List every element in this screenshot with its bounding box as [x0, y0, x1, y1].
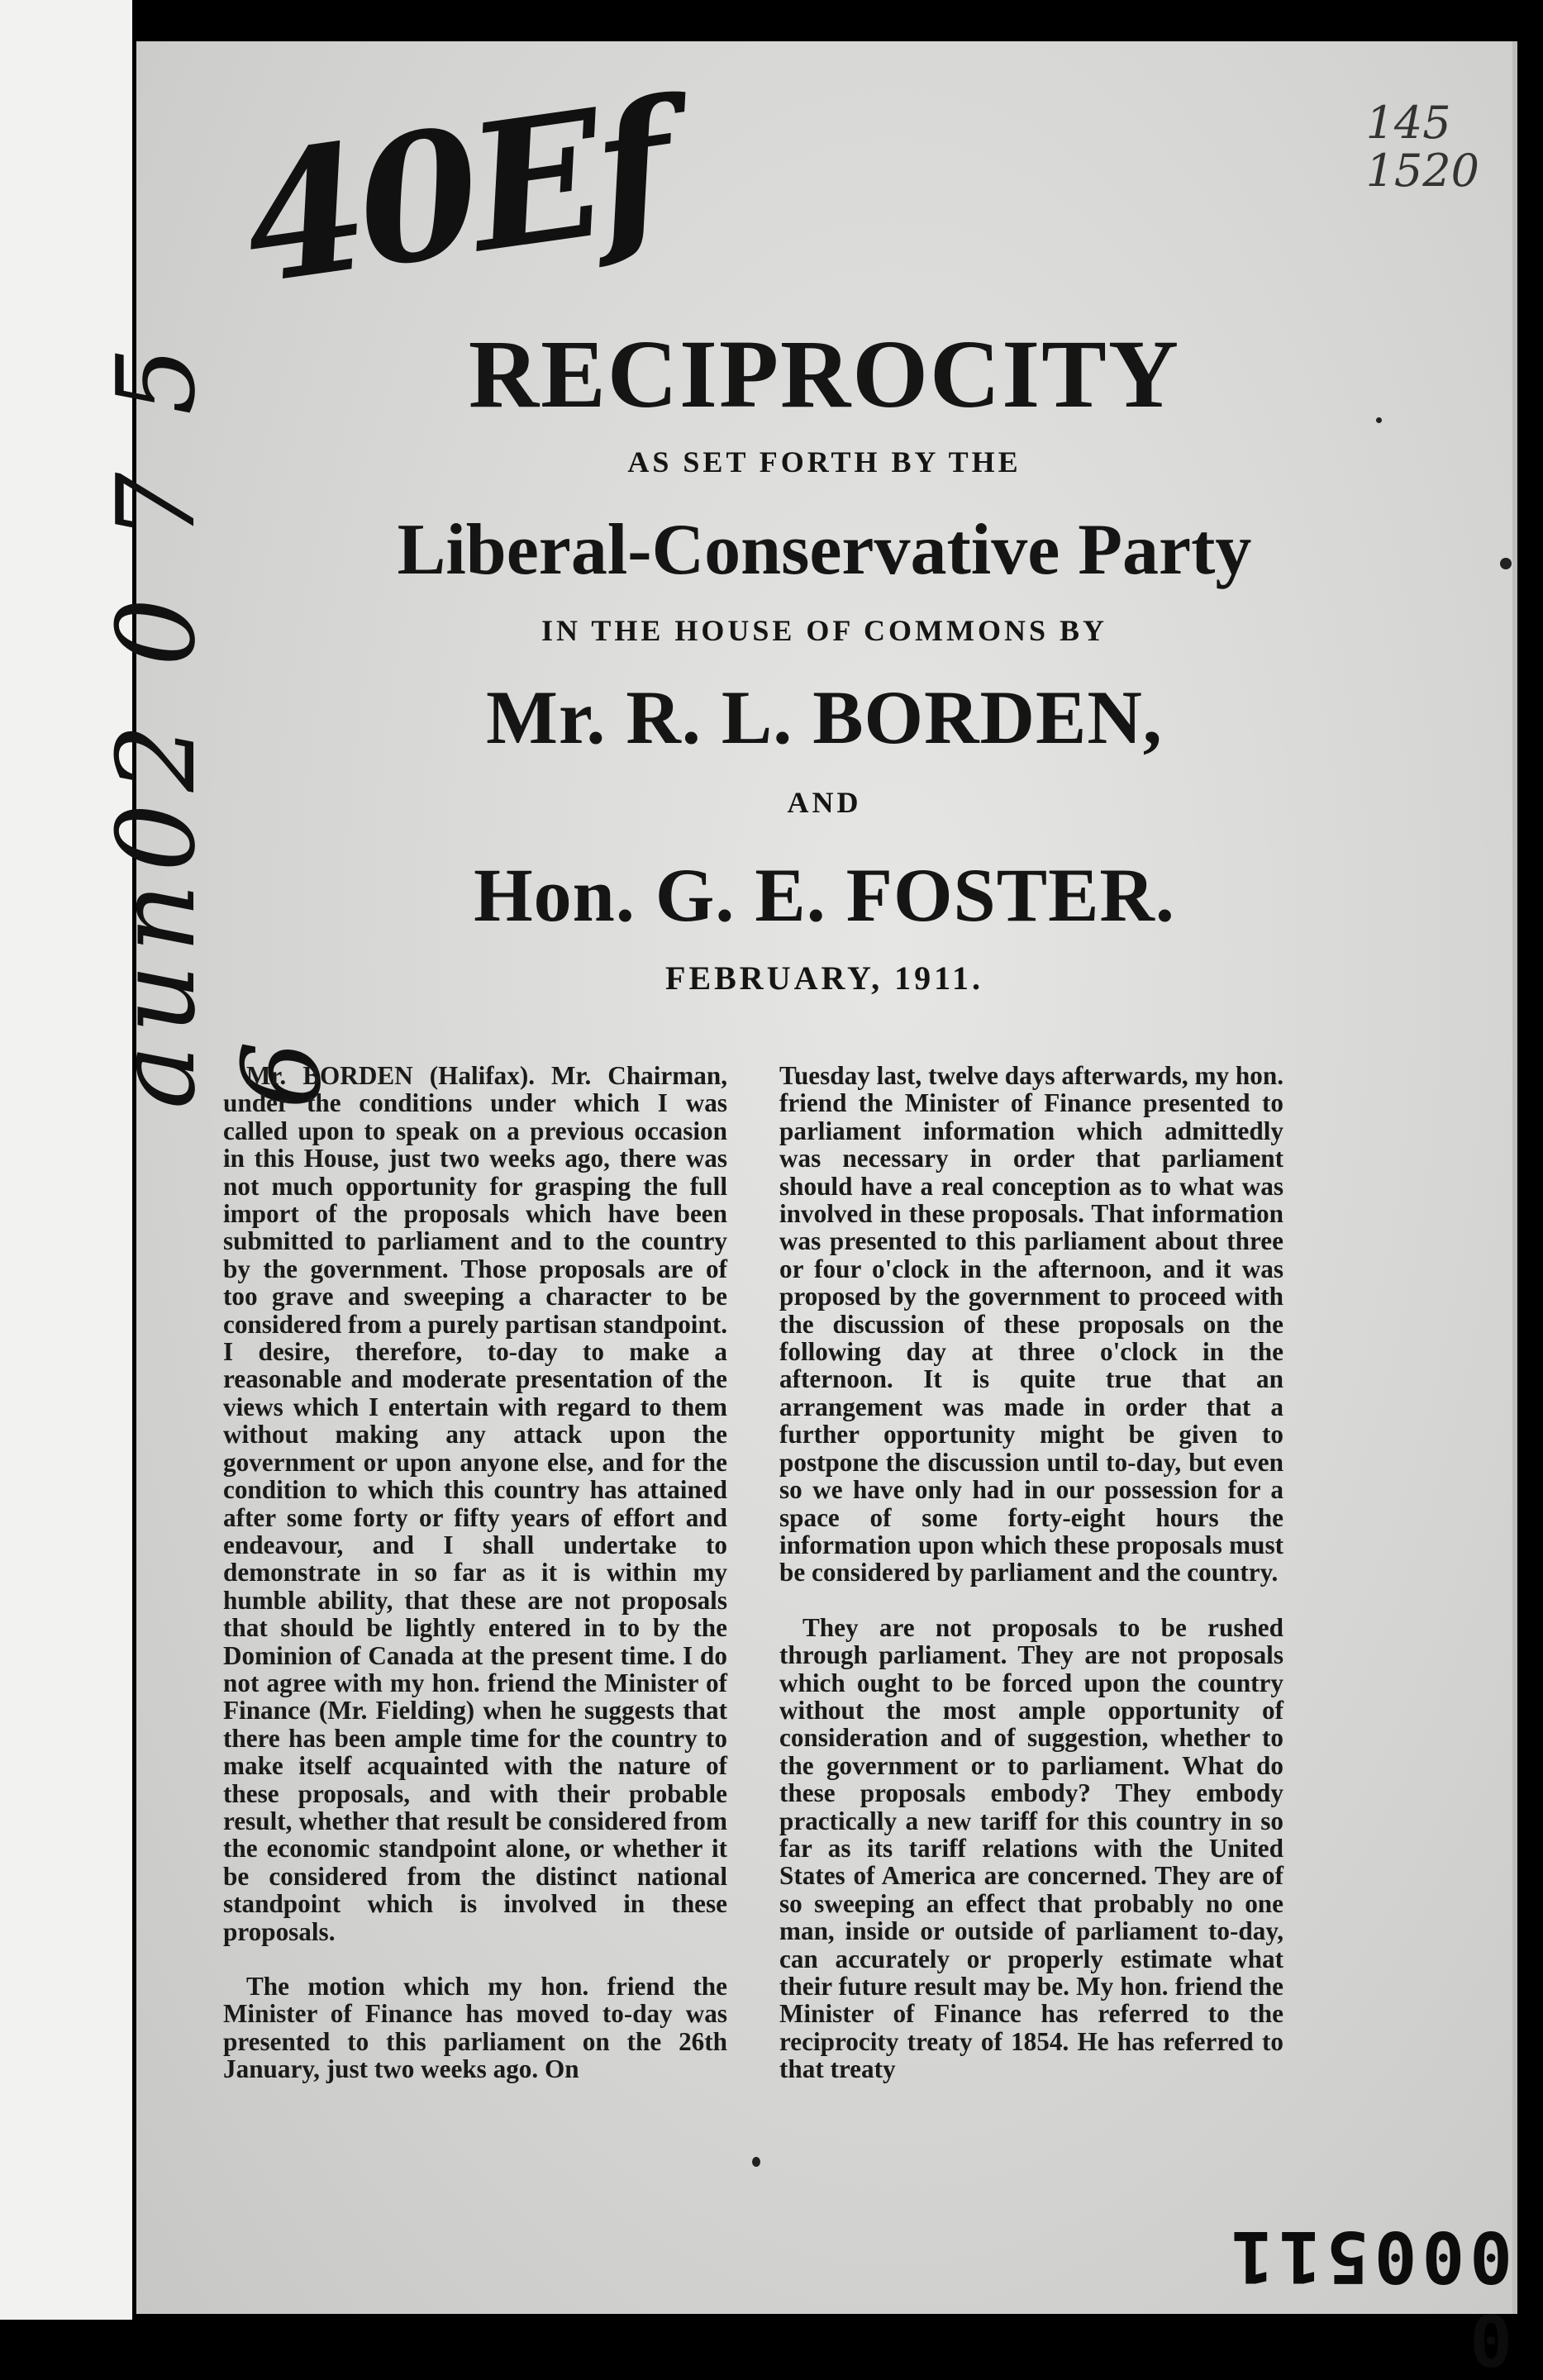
- paragraph: Mr. BORDEN (Halifax). Mr. Chairman, under the conditions under which I was called upon to speak on a previous occasion in this House, just two weeks ago, there was not much opportunity for grasping the full import of the proposals which have been submitted to parliament and to the country by the government. Those proposals are of too grave and sweeping a character to be considered from a purely partisan standpoint. I desire, therefore, to-day to make a reasonable and moderate presentation of the views which I entertain with regard to them without making any attack upon the government or upon anyone else, and for the condition to which this country has attained after some forty or fifty years of effort and endeavour, and I shall undertake to demonstrate in so far as it is within my humble ability, that these are not proposals that should be lightly entered in to by the Dominion of Canada at the present time. I do not agree with my hon. friend the Minister of Finance (Mr. Fielding) when he suggests that there has been ample time for the country to make itself acquainted with the nature of these proposals, and with their probable result, whether that result be considered from the economic standpoint alone, or whether it be considered from the distinct national standpoint which is involved in these proposals.: [223, 1061, 727, 1946]
- text-column-right: [779, 1062, 1283, 2083]
- conjunction-and: AND: [787, 786, 862, 819]
- text-column-left: [223, 1062, 727, 2083]
- handwritten-annotation: 40Ef: [231, 62, 679, 324]
- corner-annotation-line1: 145: [1365, 97, 1451, 149]
- paragraph: Tuesday last, twelve days afterwards, my hon. friend the Minister of Finance presented to parliament information which admittedly was necessary in order that parliament should have a real conception as to what was involved in these proposals. That information was presented to this parliament about three or four o'clock in the afternoon, and it was proposed by the government to proceed with the discussion of these proposals on the following day at three o'clock in the afternoon. It is quite true that an arrangement was made in order that a further opportunity might be given to postpone the discussion until to-day, but even so we have only had in our possession for a space of some forty-eight hours the information upon which these proposals must be considered by parliament and the country.: [779, 1061, 1283, 1587]
- paragraph: They are not proposals to be rushed through parliament. They are not proposals which ought to be forced upon the country without the most ample opportunity of consideration and of suggestion, whether to the government or to parliament. What do these proposals embody? They embody practically a new tariff for this country in so far as its tariff relations with the United States of America are concerned. They are of so sweeping an effect that probably no one man, inside or outside of parliament to-day, can accurately or properly estimate what their future result may be. My hon. friend the Minister of Finance has referred to the reciprocity treaty of 1854. He has referred to that treaty: [779, 1612, 1283, 2084]
- speaker-foster: Hon. G. E. FOSTER.: [474, 853, 1175, 937]
- ink-speck: [1376, 417, 1382, 423]
- catalog-stamp: 0 000511: [1226, 2215, 1512, 2380]
- paragraph: The motion which my hon. friend the Minister of Finance has moved to-day was presented to this parliament on the 26th January, just two weeks ago. On: [223, 1972, 727, 2084]
- side-annotation: aun02 0 7 5 6: [93, 335, 345, 1109]
- corner-annotation-line2: 1520: [1365, 145, 1479, 197]
- corner-annotation: [1366, 99, 1479, 195]
- ink-speck: [752, 2157, 760, 2167]
- subtitle-line1: AS SET FORTH BY THE: [627, 445, 1022, 478]
- document-page: [93, 41, 1517, 2380]
- publication-date: FEBRUARY, 1911.: [665, 959, 983, 997]
- speaker-borden: Mr. R. L. BORDEN,: [486, 675, 1163, 759]
- subtitle-line2: IN THE HOUSE OF COMMONS BY: [541, 614, 1108, 647]
- party-name: Liberal-Conservative Party: [397, 510, 1252, 590]
- ink-speck: [1500, 558, 1512, 569]
- document-title: RECIPROCITY: [468, 320, 1181, 428]
